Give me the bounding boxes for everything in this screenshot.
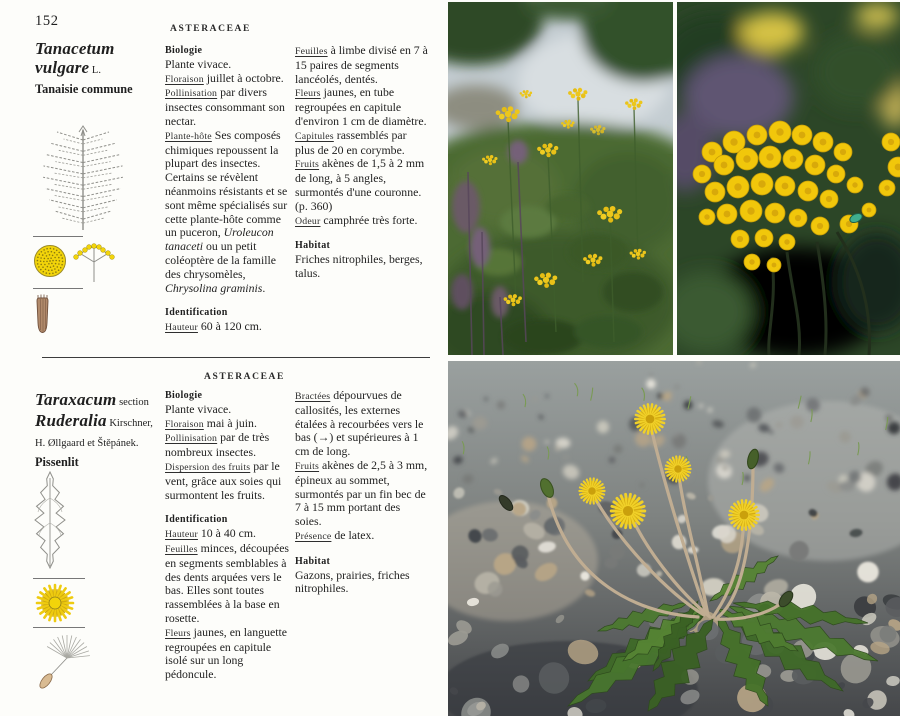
species-title-line — [35, 80, 165, 98]
latin-name: Tanacetum — [35, 39, 115, 58]
illustration-rule — [33, 627, 85, 628]
description-paragraph — [165, 417, 293, 432]
description-paragraph — [165, 86, 293, 128]
section-heading: Biologie — [165, 45, 203, 56]
description-paragraph — [165, 129, 293, 296]
common-name: Tanaisie commune — [35, 82, 133, 96]
tansy-flowers-closeup-photo — [677, 2, 900, 355]
illustration-rule — [33, 288, 83, 289]
description-paragraph — [295, 389, 429, 459]
description-paragraph — [295, 253, 429, 281]
dandelion-flower-icon — [34, 583, 76, 623]
title-annotation: L. — [89, 65, 101, 76]
description-paragraph — [295, 459, 429, 529]
section-heading: Identification — [165, 307, 228, 319]
body-text: Friches nitrophiles, berges, talus. — [295, 252, 423, 280]
tansy-corymb-icon — [71, 242, 117, 284]
section-heading: Biologie — [165, 390, 203, 401]
description-paragraph — [165, 542, 293, 626]
term-label: Dispersion des fruits — [165, 461, 251, 473]
body-text: jaunes, en languette regroupées en capitule isolé sur un long pédoncule. — [165, 624, 288, 682]
term-label: Bractées — [295, 391, 331, 402]
description-paragraph — [165, 460, 293, 502]
term-label: Présence — [295, 530, 332, 542]
body-text: de latex. — [331, 527, 375, 542]
latin-name: vulgare — [35, 58, 90, 77]
body-text: par divers insectes consommant son nectar. — [165, 85, 285, 128]
description-paragraph — [165, 72, 293, 87]
illustration-rule — [33, 578, 85, 579]
description-paragraph — [165, 403, 293, 417]
body-text: mai à juin. — [203, 415, 257, 430]
family-header: ASTERACEAE — [204, 372, 285, 382]
term-label: Fleurs — [295, 88, 321, 100]
taxon-name: Chrysolina graminis — [165, 280, 263, 295]
term-label: Odeur — [295, 215, 321, 227]
body-text: Ses composés chimiques repoussent la plupart des insectes. Certains se révèlent néanmoins résistants et se sont même spécialisés sur cette plante-hôte comme un puceron, — [165, 127, 288, 240]
description-paragraph — [295, 569, 429, 597]
description-paragraph — [165, 58, 293, 72]
tansy-leaf-icon — [36, 124, 130, 232]
title-annotation: section — [116, 397, 149, 408]
term-label: Fruits — [295, 159, 320, 171]
term-label: Fruits — [295, 460, 320, 472]
description-paragraph — [295, 529, 429, 544]
section-heading: Identification — [165, 514, 228, 526]
body-text: 10 à 40 cm. — [197, 526, 256, 541]
term-label: Pollinisation — [165, 88, 218, 100]
illustration-rule — [33, 236, 83, 237]
latin-name: Ruderalia — [35, 411, 107, 430]
term-label: Plante-hôte — [165, 130, 212, 142]
entry-divider — [42, 357, 430, 358]
description-paragraph — [295, 129, 429, 158]
description-paragraph — [295, 157, 429, 213]
species-title-line — [35, 433, 165, 453]
dandelion-gravel-photo — [448, 361, 900, 716]
description-paragraph — [165, 431, 293, 460]
title-annotation: H. Øllgaard et Štěpánek. — [35, 438, 139, 449]
body-text: akènes de 2,5 à 3 mm, épineux au sommet, surmontés par un fin bec de 7 à 15 mm portant des soies. — [295, 457, 428, 529]
section-heading: Habitat — [295, 555, 331, 567]
body-text: Plante vivace. — [165, 401, 232, 416]
body-text: ou un petit coléoptère de la famille des chrysomèles, — [165, 239, 277, 281]
term-label: Pollinisation — [165, 433, 218, 445]
latin-name: Taraxacum — [35, 390, 117, 409]
description-paragraph — [165, 626, 293, 682]
term-label: Feuilles — [295, 46, 328, 57]
page-number: 152 — [35, 13, 59, 29]
body-text: rassemblés par plus de 20 en corymbe. — [295, 127, 407, 157]
description-paragraph — [295, 214, 429, 229]
body-text: Gazons, prairies, friches nitrophiles. — [295, 567, 410, 596]
description-paragraph — [295, 44, 429, 86]
family-header: ASTERACEAE — [170, 24, 251, 34]
term-label: Capitules — [295, 130, 334, 142]
body-text: par de très nombreux insectes. — [165, 430, 270, 460]
text-column — [295, 44, 429, 281]
body-text: juillet à octobre. — [203, 70, 284, 85]
body-text: 60 à 120 cm. — [197, 319, 262, 334]
common-name: Pissenlit — [35, 455, 79, 469]
dandelion-leaf-icon — [30, 468, 70, 572]
term-label: Feuilles — [165, 543, 198, 555]
species-title-line — [35, 59, 165, 80]
tansy-habitat-photo — [448, 2, 673, 355]
term-label: Floraison — [165, 418, 204, 430]
text-column — [165, 389, 293, 682]
species-title — [35, 40, 165, 98]
description-paragraph — [295, 86, 429, 128]
species-title-line — [35, 40, 165, 59]
taxon-name: Uroleucon tanaceti — [165, 225, 274, 254]
term-label: Fleurs — [165, 627, 191, 639]
description-paragraph — [165, 320, 293, 335]
description-paragraph — [165, 527, 293, 542]
term-label: Hauteur — [165, 322, 198, 334]
text-column — [295, 389, 429, 596]
species-title-line — [35, 412, 165, 433]
body-text: par le vent, grâce aux soies qui surmontent les fruits. — [165, 458, 282, 502]
tansy-akene-icon — [33, 293, 53, 335]
title-annotation: Kirschner, — [106, 418, 153, 429]
section-heading: Habitat — [295, 240, 331, 252]
body-text: à limbe divisé en 7 à 15 paires de segments lancéolés, dentés. — [295, 43, 428, 86]
body-text: . — [262, 280, 266, 295]
term-label: Floraison — [165, 73, 204, 85]
term-label: Hauteur — [165, 529, 198, 541]
species-title-line — [35, 391, 165, 412]
tansy-capitule-icon — [33, 244, 67, 278]
text-column — [165, 44, 293, 335]
species-title — [35, 391, 165, 471]
body-text: Plante vivace. — [165, 56, 232, 71]
body-text: jaunes, en tube regroupées en capitule d'environ 1 cm de diamètre. — [295, 85, 427, 128]
body-text: camphrée très forte. — [320, 212, 418, 227]
body-text: dépourvues de callosités, les externes étalées à recourbées vers le bas (→) et supérieures à 1 cm de long. — [295, 388, 424, 459]
body-text: minces, découpées en segments semblables à des dents arquées vers le bas. Elles sont toutes rassemblées à la base en rosette. — [165, 540, 290, 625]
dandelion-seed-icon — [33, 631, 91, 691]
body-text: akènes de 1,5 à 2 mm de long, à 5 angles, surmontés d'une couronne. (p. 360) — [295, 156, 425, 213]
